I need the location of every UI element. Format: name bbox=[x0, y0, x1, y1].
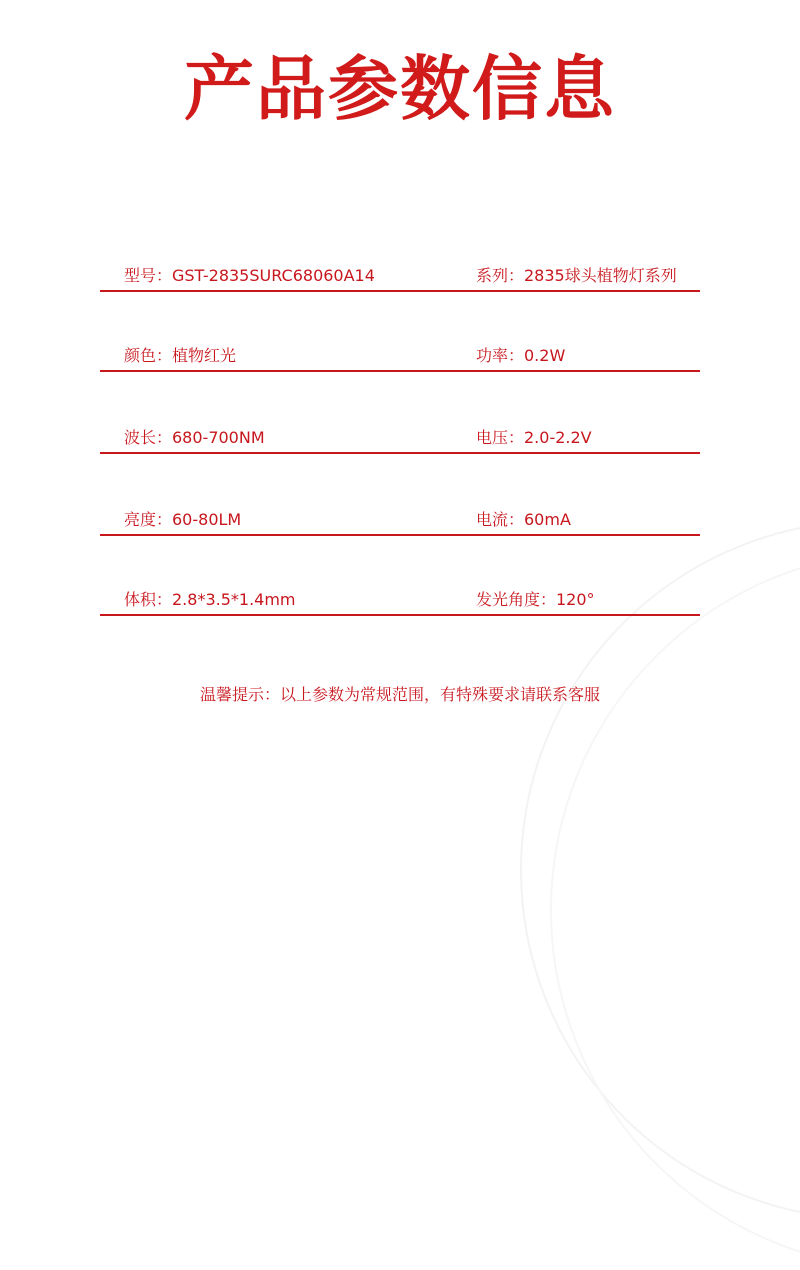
row-divider bbox=[100, 614, 700, 616]
spec-voltage: 电压：2.0-2.2V bbox=[476, 428, 592, 447]
spec-row-size bbox=[100, 588, 700, 618]
page-title: 产品参数信息 bbox=[184, 48, 616, 130]
spec-row-color bbox=[100, 344, 700, 374]
spec-wavelength: 波长：680-700NM bbox=[124, 428, 265, 447]
spec-size: 体积：2.8*3.5*1.4mm bbox=[124, 590, 296, 609]
spec-brightness: 亮度：60-80LM bbox=[124, 510, 242, 529]
spec-row-model bbox=[100, 264, 700, 294]
row-divider bbox=[100, 370, 700, 372]
spec-model: 型号：GST-2835SURC68060A14 bbox=[124, 266, 375, 285]
spec-angle: 发光角度：120° bbox=[476, 590, 595, 609]
spec-row-wavelength bbox=[100, 426, 700, 456]
spec-color: 颜色：植物红光 bbox=[124, 346, 237, 365]
spec-current: 电流：60mA bbox=[476, 510, 571, 529]
spec-row-brightness bbox=[100, 508, 700, 538]
row-divider bbox=[100, 534, 700, 536]
decorative-arc-inner bbox=[550, 550, 800, 1270]
spec-power: 功率：0.2W bbox=[476, 346, 566, 365]
row-divider bbox=[100, 290, 700, 292]
footer-note: 温馨提示：以上参数为常规范围，有特殊要求请联系客服 bbox=[199, 685, 600, 704]
spec-series: 系列：2835球头植物灯系列 bbox=[476, 266, 677, 285]
row-divider bbox=[100, 452, 700, 454]
